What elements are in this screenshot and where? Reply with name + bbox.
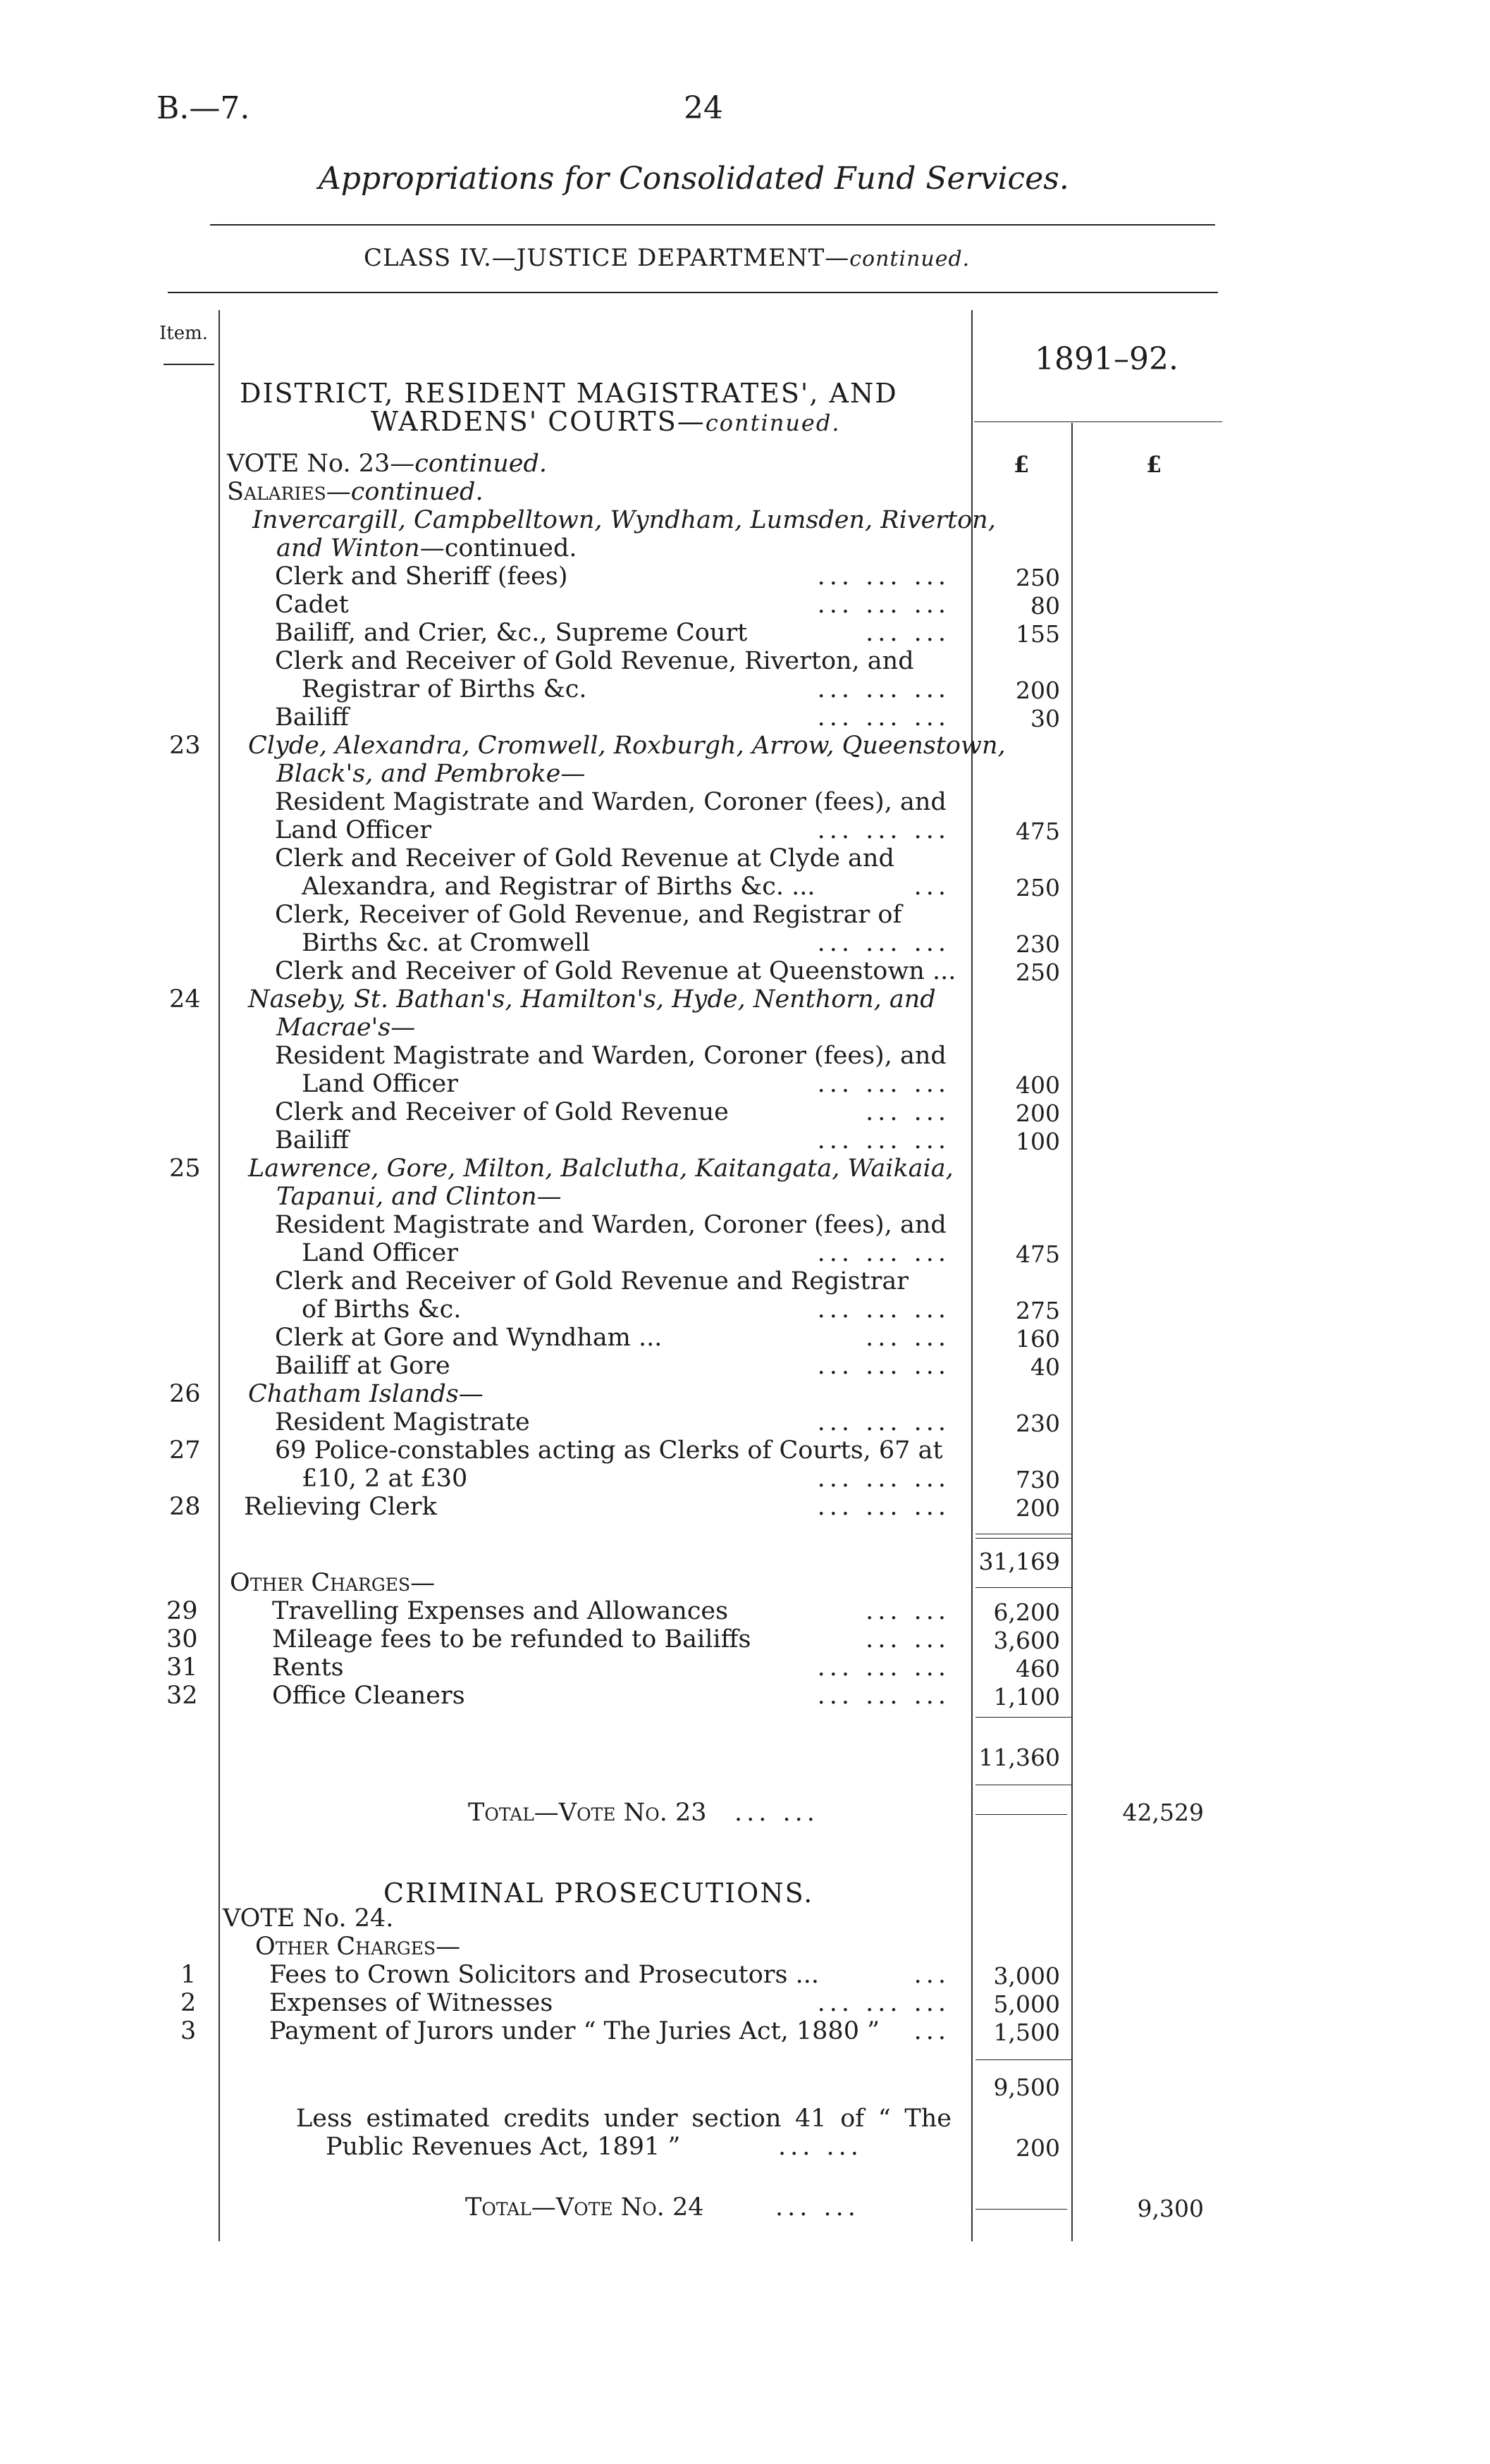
pound-sign-1: £ [1014, 451, 1030, 478]
page-title: Appropriations for Consolidated Fund Services. [319, 161, 1069, 197]
salary-row-text: Resident Magistrate and Warden, Coroner (fees), and [275, 788, 947, 816]
salary-row-text: Bailiff [275, 1126, 350, 1154]
subtotal-rule-bottom [975, 1587, 1071, 1588]
salary-row-leader-dots: ... ... [866, 1098, 950, 1126]
vote-23-label: VOTE No. 23—continued. [227, 450, 548, 478]
salary-row-item-number: 27 [169, 1436, 201, 1465]
other-charge-row-item-number: 31 [166, 1653, 198, 1682]
vote-24-row-amount: 3,000 [993, 1962, 1060, 1990]
salary-row-leader-dots: ... ... ... [817, 1465, 950, 1493]
salary-row-leader-dots: ... ... ... [817, 1408, 950, 1436]
salary-row-amount: 250 [1016, 959, 1060, 986]
salary-row-amount: 80 [1030, 592, 1060, 620]
salary-row-leader-dots: ... ... ... [817, 929, 950, 957]
class-heading: CLASS IV.—JUSTICE DEPARTMENT—continued. [364, 244, 971, 272]
year-rule [974, 421, 1222, 422]
vote-24-row-item-number: 2 [180, 1989, 197, 2017]
salaries-subtotal: 31,169 [978, 1548, 1060, 1575]
salary-row-leader-dots: ... ... ... [817, 1295, 950, 1324]
salary-row-text: Naseby, St. Bathan's, Hamilton's, Hyde, Nenthorn, and [248, 985, 936, 1014]
item-column-header: Item. [159, 323, 209, 344]
section-heading-text: DISTRICT, RESIDENT MAGISTRATES', AND [240, 378, 898, 409]
salary-row-amount: 100 [1016, 1128, 1060, 1155]
salary-row-leader-dots: ... ... ... [817, 675, 950, 703]
header-rule [210, 224, 1215, 226]
salary-row-amount: 475 [1016, 818, 1060, 845]
salary-row-text: Black's, and Pembroke— [276, 760, 586, 788]
salary-row-text: Bailiff [275, 703, 350, 732]
salary-row-leader-dots: ... ... [866, 619, 950, 647]
total-vote-23-label: Total—Vote No. 23 [468, 1799, 707, 1827]
item-header-rule [164, 364, 214, 365]
other-charge-row-leader-dots: ... ... [866, 1597, 950, 1625]
less-credits-line1: Less estimated credits under section 41 of “ The [296, 2105, 952, 2133]
salary-row-leader-dots: ... ... ... [817, 1126, 950, 1154]
salary-row-amount: 275 [1016, 1297, 1060, 1324]
salary-row-amount: 250 [1016, 564, 1060, 591]
other-charges-label: Other Charges— [230, 1569, 436, 1597]
salary-row-text: Land Officer [275, 816, 431, 844]
salary-row-text: Bailiff at Gore [275, 1352, 450, 1380]
total-vote-23-dash [975, 1814, 1067, 1815]
other-charge-row-text: Rents [272, 1653, 344, 1682]
salary-row-amount: 475 [1016, 1240, 1060, 1268]
vote-24-row-leader-dots: ... [913, 2017, 950, 2045]
total-vote-23-amount: 42,529 [1122, 1799, 1204, 1826]
salary-row-text: Tapanui, and Clinton— [276, 1183, 562, 1211]
other-charge-row-item-number: 30 [166, 1625, 198, 1653]
salary-row-amount: 730 [1016, 1466, 1060, 1493]
other-charge-row-text: Mileage fees to be refunded to Bailiffs [272, 1625, 751, 1653]
salary-row-text: Alexandra, and Registrar of Births &c. ... [302, 873, 815, 901]
salary-row-amount: 40 [1030, 1353, 1060, 1381]
vote-24-row-amount: 5,000 [993, 1990, 1060, 2018]
vote-24-row-item-number: 1 [180, 1961, 197, 1989]
less-credits-dots: ... ... [778, 2133, 863, 2161]
other-charge-row-amount: 1,100 [993, 1683, 1060, 1711]
salary-row-text: Clerk and Receiver of Gold Revenue at Queenstown ... [275, 957, 956, 985]
salary-row-text: Land Officer [302, 1239, 458, 1267]
total-column-divider [1071, 423, 1073, 2241]
salary-row-amount: 200 [1016, 677, 1060, 704]
total-vote-23-dots: ... ... [734, 1799, 819, 1827]
other-charge-row-leader-dots: ... ... [866, 1625, 950, 1653]
vote-24-row-item-number: 3 [180, 2017, 197, 2045]
salary-row-amount: 160 [1016, 1325, 1060, 1353]
other-charge-row-item-number: 29 [166, 1597, 198, 1625]
vote-24-row-leader-dots: ... [913, 1961, 950, 1989]
salary-row-text: Chatham Islands— [248, 1380, 484, 1408]
salary-row-text: Births &c. at Cromwell [302, 929, 591, 957]
salary-row-text: Resident Magistrate [275, 1408, 530, 1436]
salary-row-item-number: 25 [169, 1154, 201, 1183]
salary-row-amount: 250 [1016, 874, 1060, 901]
other-charge-row-item-number: 32 [166, 1682, 198, 1710]
salary-row-text: Relieving Clerk [244, 1493, 437, 1521]
salary-row-leader-dots: ... ... ... [817, 1239, 950, 1267]
other-charge-row-amount: 3,600 [993, 1627, 1060, 1654]
salary-row-text: Clyde, Alexandra, Cromwell, Roxburgh, Arrow, Queenstown, [248, 732, 1006, 760]
less-credits-line2: Public Revenues Act, 1891 ” [326, 2133, 681, 2161]
salary-row-item-number: 26 [169, 1380, 201, 1408]
salary-row-amount: 200 [1016, 1099, 1060, 1127]
salary-row-amount: 155 [1016, 620, 1060, 648]
total-vote-24-label: Total—Vote No. 24 [465, 2193, 704, 2222]
salary-row-text: Clerk and Receiver of Gold Revenue at Clyde and [275, 844, 894, 873]
salary-row-text: of Births &c. [302, 1295, 462, 1324]
amount-column-divider [971, 310, 973, 2241]
pound-sign-2: £ [1146, 451, 1162, 478]
other-charge-row-leader-dots: ... ... ... [817, 1682, 950, 1710]
section-heading-line1 [240, 378, 952, 409]
total-vote-24-dots: ... ... [775, 2193, 860, 2222]
salary-row-text: Lawrence, Gore, Milton, Balclutha, Kaitangata, Waikaia, [248, 1154, 954, 1183]
other-charge-row-amount: 460 [1016, 1655, 1060, 1682]
document-ref: B.—7. [156, 90, 250, 126]
section-heading-line2: WARDENS' COURTS—continued. [371, 406, 841, 437]
salary-row-leader-dots: ... ... ... [817, 1493, 950, 1521]
salary-row-text: Macrae's— [276, 1014, 416, 1042]
salary-row-leader-dots: ... ... ... [817, 1070, 950, 1098]
salary-row-text: Registrar of Births &c. [302, 675, 587, 703]
salary-row-text: Clerk and Receiver of Gold Revenue, Riverton, and [275, 647, 914, 675]
salary-row-text: Clerk and Sheriff (fees) [275, 562, 568, 591]
salary-row-text: Land Officer [302, 1070, 458, 1098]
salary-row-text: Resident Magistrate and Warden, Coroner (fees), and [275, 1042, 947, 1070]
salary-row-leader-dots: ... ... [866, 1324, 950, 1352]
salary-row-text: 69 Police-constables acting as Clerks of Courts, 67 at [275, 1436, 943, 1465]
vote-24-row-leader-dots: ... ... ... [817, 1989, 950, 2017]
salary-row-amount: 230 [1016, 1410, 1060, 1437]
vote-24-label: VOTE No. 24. [223, 1904, 394, 1933]
vote-24-other-charges: Other Charges— [255, 1933, 461, 1961]
vote-24-subtotal: 9,500 [993, 2074, 1060, 2101]
salary-row-text: Clerk at Gore and Wyndham ... [275, 1324, 663, 1352]
salary-row-text: Resident Magistrate and Warden, Coroner (fees), and [275, 1211, 947, 1239]
less-credits-amount: 200 [1016, 2134, 1060, 2162]
salary-row-item-number: 28 [169, 1493, 201, 1521]
vote-24-subtotal-rule [975, 2059, 1071, 2060]
other-charge-row-amount: 6,200 [993, 1598, 1060, 1626]
total-vote-24-dash [975, 2209, 1067, 2210]
vote-24-row-amount: 1,500 [993, 2019, 1060, 2046]
salaries-label: Salaries—continued. [227, 478, 484, 506]
other-charges-subtotal: 11,360 [978, 1744, 1060, 1771]
other-charge-row-text: Office Cleaners [272, 1682, 465, 1710]
other-charge-row-text: Travelling Expenses and Allowances [272, 1597, 729, 1625]
vote-24-row-text: Payment of Jurors under “ The Juries Act, 1880 ” [269, 2017, 880, 2045]
item-column-divider [218, 310, 220, 2241]
salary-row-amount: 200 [1016, 1494, 1060, 1522]
salary-row-amount: 30 [1030, 705, 1060, 732]
salary-row-text: Cadet [275, 591, 349, 619]
salary-row-text: Bailiff, and Crier, &c., Supreme Court [275, 619, 748, 647]
salary-row-leader-dots: ... ... ... [817, 591, 950, 619]
page-number: 24 [684, 90, 723, 126]
subtotal-rule-top2 [975, 1538, 1071, 1539]
other-charge-row-leader-dots: ... ... ... [817, 1653, 950, 1682]
vote-24-row-text: Fees to Crown Solicitors and Prosecutors ... [269, 1961, 819, 1989]
salary-row-item-number: 24 [169, 985, 201, 1014]
salary-row-text: Clerk and Receiver of Gold Revenue [275, 1098, 729, 1126]
total-vote-24-amount: 9,300 [1137, 2195, 1204, 2222]
salary-row-text: Clerk, Receiver of Gold Revenue, and Registrar of [275, 901, 902, 929]
salary-row-leader-dots: ... ... ... [817, 703, 950, 732]
salary-row-leader-dots: ... ... ... [817, 1352, 950, 1380]
class-rule [168, 292, 1218, 293]
places-heading-line1: Invercargill, Campbelltown, Wyndham, Lumsden, Riverton, [252, 506, 996, 534]
salary-row-text: £10, 2 at £30 [302, 1465, 468, 1493]
year-header: 1891–92. [1035, 341, 1178, 377]
oc-subtotal-rule [975, 1717, 1071, 1718]
vote-24-row-text: Expenses of Witnesses [269, 1989, 553, 2017]
salary-row-leader-dots: ... ... ... [817, 562, 950, 591]
salary-row-amount: 400 [1016, 1071, 1060, 1099]
salary-row-leader-dots: ... ... ... [817, 816, 950, 844]
salary-row-text: Clerk and Receiver of Gold Revenue and Registrar [275, 1267, 909, 1295]
salary-row-item-number: 23 [169, 732, 201, 760]
salary-row-leader-dots: ... [913, 873, 950, 901]
criminal-prosecutions-heading: CRIMINAL PROSECUTIONS. [383, 1878, 814, 1909]
salary-row-amount: 230 [1016, 930, 1060, 958]
places-heading-line2: and Winton—continued. [276, 534, 577, 562]
